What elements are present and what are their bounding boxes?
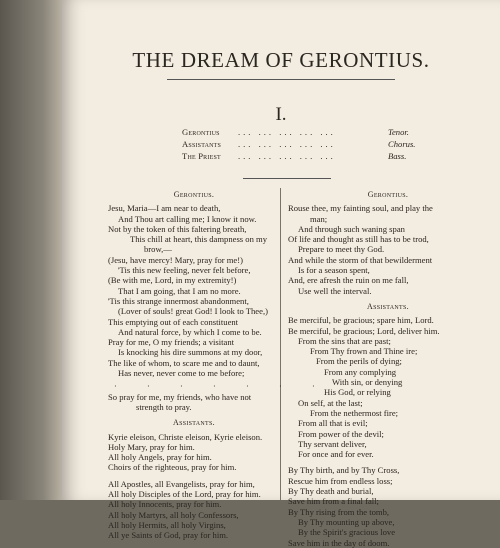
cast-list [182, 126, 415, 162]
verse-line: Rouse thee, my fainting soul, and play the [288, 203, 433, 214]
verse-line: This chill at heart, this dampness on my [130, 234, 268, 245]
verse-line: (Jesu, have mercy! Mary, pray for me!) [108, 254, 243, 265]
verse-line: From any complying [324, 366, 397, 377]
verse-block [108, 392, 280, 413]
verse-line: Be merciful, be gracious; Lord, deliver him. [288, 325, 440, 336]
cast-role: The Priest [182, 151, 221, 161]
cast-leader-dots: ... ... ... ... ... [238, 139, 336, 149]
verse-line: With sin, or denying [332, 377, 403, 388]
verse-line: 'Tis this strange innermost abandonment, [108, 295, 249, 306]
verse-line: From power of the devil; [298, 428, 384, 439]
verse-line: Is knocking his dire summons at my door, [118, 347, 263, 358]
verse-line: On self, at the last; [298, 397, 363, 408]
section-rule [243, 178, 331, 179]
verse-line: (Be with me, Lord, in my extremity!) [108, 275, 237, 286]
verse-line: Prepare to meet thy God. [298, 244, 385, 255]
verse-line: By Thy death and burial, [288, 486, 374, 497]
verse-line: All holy Martyrs, all holy Confessors, [108, 509, 239, 520]
verse-line: His God, or relying [324, 387, 391, 398]
verse-line: By Thy mounting up above, [298, 516, 395, 527]
verse-line: Jesu, Maria—I am near to death, [108, 203, 221, 214]
part-number: I. [275, 104, 287, 125]
verse-line: And through such waning span [298, 223, 405, 234]
verse-line: Choirs of the righteous, pray for him. [108, 462, 237, 473]
cast-voice: Bass. [388, 151, 407, 161]
verse-block [288, 203, 488, 296]
verse-line: Of life and thought as still has to be trod, [288, 234, 429, 245]
cast-leader-dots: ... ... ... ... ... [238, 151, 336, 161]
verse-line: Rescue him from endless loss; [288, 475, 393, 486]
right-column [288, 190, 488, 548]
cast-voice: Tenor. [388, 127, 409, 137]
verse-line: Use well the interval. [298, 285, 372, 296]
cast-row-assistants [182, 138, 415, 150]
verse-line: Save him from a final fall; [288, 496, 379, 507]
verse-line: Holy Mary, pray for him. [108, 441, 195, 452]
verse-block [288, 465, 488, 547]
verse-line: And natural force, by which I come to be. [118, 326, 262, 337]
verse-line: From Thy frown and Thine ire; [310, 346, 418, 357]
verse-line: All ye Saints of God, pray for him. [108, 530, 229, 541]
verse-line: Pray for me, O my friends; a visitant [108, 337, 235, 348]
cast-row-gerontius [182, 126, 415, 138]
verse-line: By Thy rising from the tomb, [288, 506, 390, 517]
verse-line: And, ere afresh the ruin on me fall, [288, 275, 409, 286]
verse-line: The like of whom, to scare me and to daunt, [108, 357, 260, 368]
verse-line: Save him in the day of doom. [288, 537, 390, 548]
verse-block [288, 315, 488, 459]
verse-line: And while the storm of that bewilderment [288, 254, 433, 265]
verse-line: This emptying out of each constituent [108, 316, 239, 327]
verse-line: Thy servant deliver, [298, 438, 367, 449]
verse-line: 'Tis this new feeling, never felt before, [118, 265, 251, 276]
verse-line: Kyrie eleison, Christe eleison, Kyrie eleison. [108, 431, 263, 442]
column-divider [280, 188, 281, 500]
verse-line: And Thou art calling me; I know it now. [118, 213, 257, 224]
verse-line: All holy Innocents, pray for him. [108, 499, 222, 510]
verse-line: From the perils of dying; [316, 356, 402, 367]
speaker-heading: Assistants. [173, 418, 215, 428]
verse-line: All holy Disciples of the Lord, pray for him. [108, 489, 261, 500]
verse-block [108, 203, 280, 378]
verse-line: brow,— [144, 244, 172, 255]
speaker-heading: Gerontius. [173, 190, 215, 199]
verse-line: All holy Angels, pray for him. [108, 452, 212, 463]
ellipsis-dots: · · · · · · · [114, 381, 329, 392]
verse-line: From all that is evil; [298, 418, 368, 429]
cast-role: Gerontius [182, 127, 220, 137]
verse-line: strength to pray. [136, 401, 192, 412]
verse-line: So pray for me, my friends, who have not [108, 391, 252, 402]
verse-block [108, 479, 280, 541]
verse-line: Be merciful, be gracious; spare him, Lord. [288, 315, 434, 326]
verse-line: All holy Hermits, all holy Virgins, [108, 519, 226, 530]
verse-line: By the Spirit's gracious love [298, 527, 396, 538]
verse-line: From the nethermost fire; [310, 407, 399, 418]
verse-line: All Apostles, all Evangelists, pray for him, [108, 478, 255, 489]
book-page [62, 0, 500, 548]
cast-leader-dots: ... ... ... ... ... [238, 127, 336, 137]
cast-role: Assistants [182, 139, 222, 149]
book-gutter [0, 0, 62, 500]
title-rule [167, 79, 395, 80]
verse-block [108, 432, 280, 473]
speaker-heading: Assistants. [367, 301, 409, 311]
cast-voice: Chorus. [388, 139, 416, 149]
verse-line: Has never, never come to me before; [118, 368, 245, 379]
verse-line: Is for a season spent, [298, 265, 370, 276]
verse-line: By Thy birth, and by Thy Cross, [288, 465, 400, 476]
verse-line: Not by the token of this faltering breath, [108, 223, 247, 234]
verse-line: For once and for ever. [298, 449, 374, 460]
verse-line: (Lover of souls! great God! I look to Thee,) [118, 306, 268, 317]
cast-row-priest [182, 150, 415, 162]
page-title: THE DREAM OF GERONTIUS. [132, 48, 430, 72]
verse-line: From the sins that are past; [298, 335, 391, 346]
speaker-heading: Gerontius. [367, 190, 409, 199]
verse-line: man; [310, 213, 328, 224]
verse-line: That I am going, that I am no more. [118, 285, 241, 296]
